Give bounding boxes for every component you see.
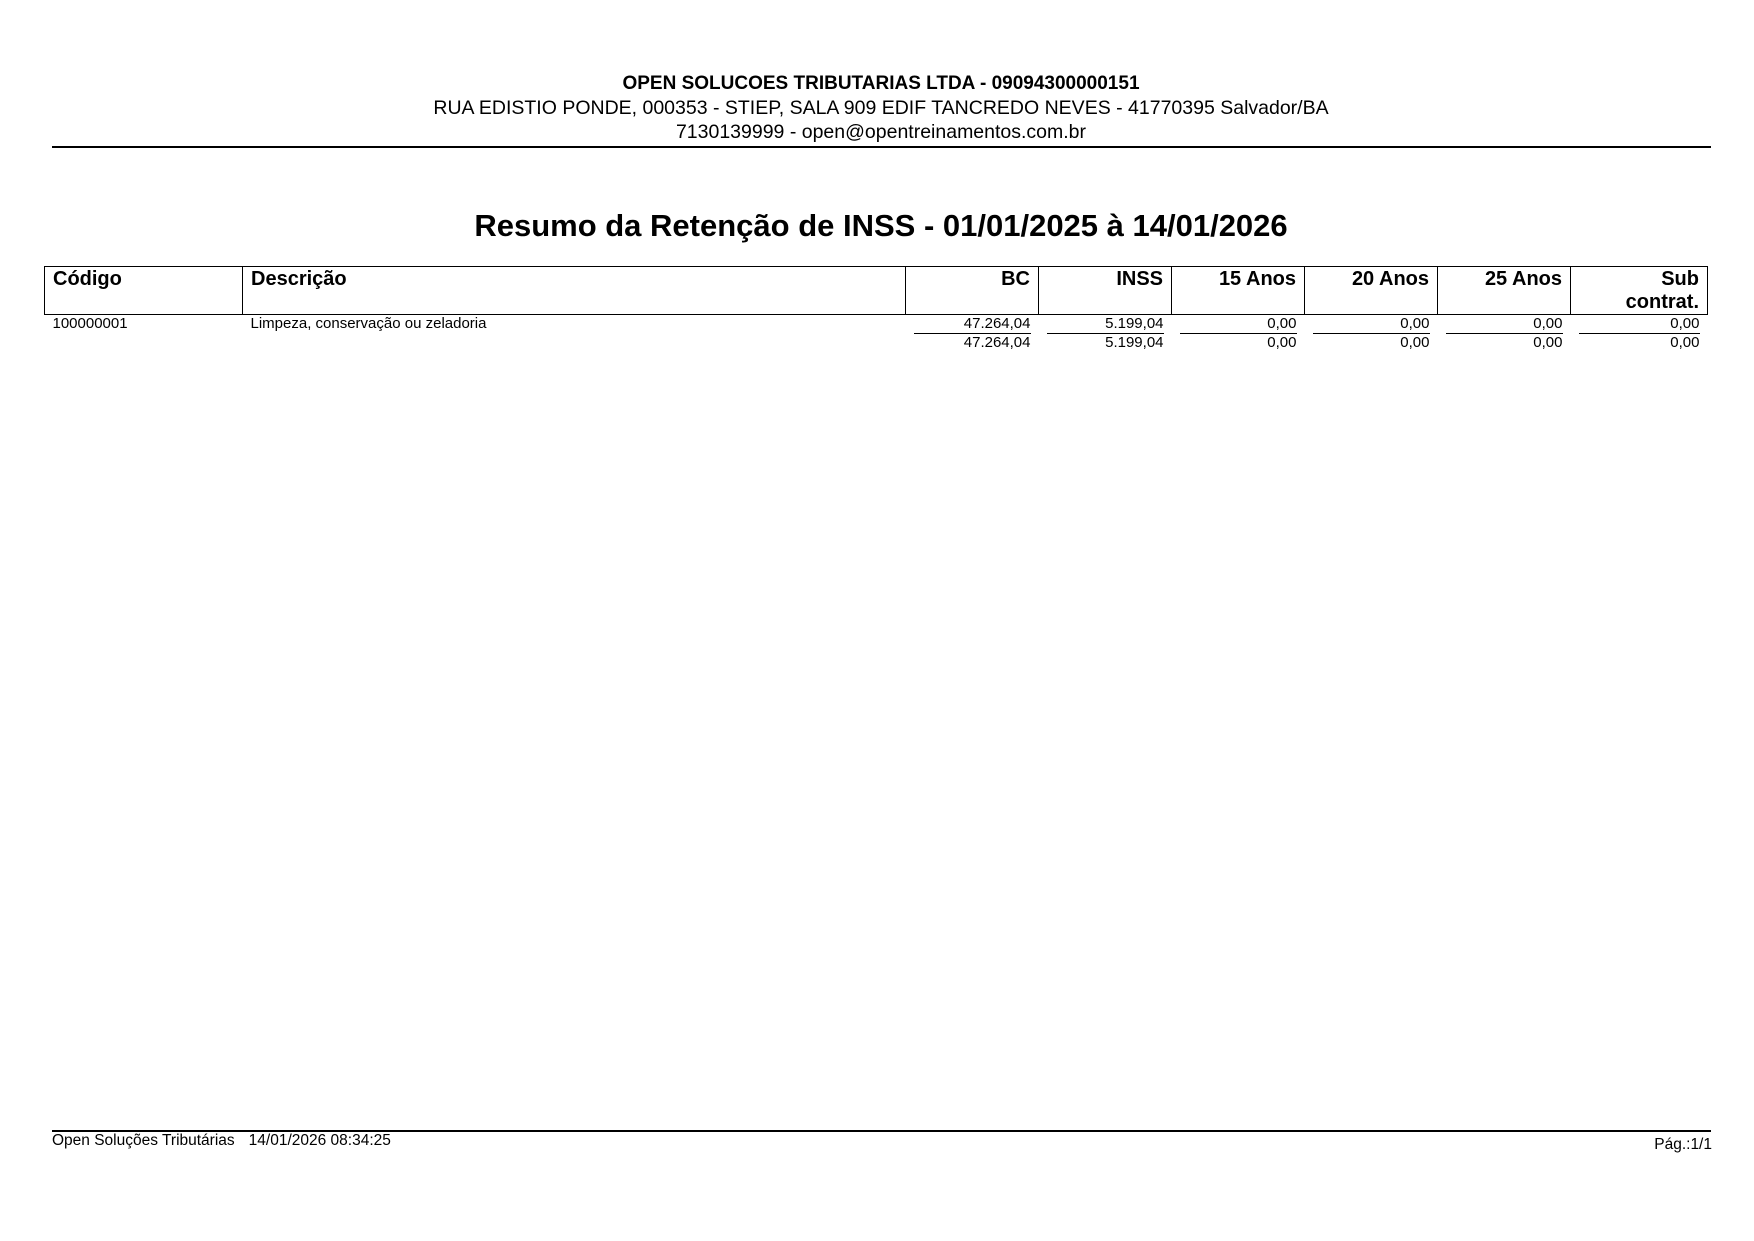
company-name: OPEN SOLUCOES TRIBUTARIAS LTDA - 09094300000151 — [622, 73, 1140, 94]
column-header-sub-line2: contrat. — [1625, 291, 1699, 313]
column-header-descricao: Descrição — [243, 267, 906, 315]
row-bc: 47.264,04 — [914, 315, 1031, 334]
total-20-anos-cell — [1305, 334, 1438, 353]
row-15-anos-cell — [1172, 315, 1305, 335]
company-address: RUA EDISTIO PONDE, 000353 - STIEP, SALA 909 EDIF TANCREDO NEVES - 41770395 Salvador/BA — [433, 97, 1329, 119]
total-bc-cell — [906, 334, 1039, 353]
row-inss: 5.199,04 — [1047, 315, 1164, 334]
column-header-codigo: Código — [45, 267, 243, 315]
total-sub-contrat: 0,00 — [1670, 334, 1700, 351]
report-title: Resumo da Retenção de INSS - 01/01/2025 à 14/01/2026 — [474, 208, 1288, 243]
table-header-row — [45, 267, 1708, 315]
total-25-anos: 0,00 — [1533, 334, 1563, 351]
totals-empty-descricao — [243, 334, 906, 353]
row-sub-contrat: 0,00 — [1579, 315, 1700, 334]
inss-summary-table — [44, 266, 1708, 353]
company-contact: 7130139999 - open@opentreinamentos.com.br — [675, 121, 1087, 143]
total-25-anos-cell — [1438, 334, 1571, 353]
total-inss: 5.199,04 — [1105, 334, 1164, 351]
column-header-bc: BC — [906, 267, 1039, 315]
row-25-anos-cell — [1438, 315, 1571, 335]
row-bc-cell — [906, 315, 1039, 335]
total-15-anos: 0,00 — [1267, 334, 1297, 351]
footer-system-name: Open Soluções Tributárias — [52, 1132, 235, 1149]
column-header-sub-contrat — [1571, 267, 1708, 315]
header-divider — [52, 146, 1711, 148]
total-sub-contrat-cell — [1571, 334, 1708, 353]
column-header-inss: INSS — [1039, 267, 1172, 315]
row-inss-cell — [1039, 315, 1172, 335]
row-15-anos: 0,00 — [1180, 315, 1297, 334]
total-15-anos-cell — [1172, 334, 1305, 353]
row-25-anos: 0,00 — [1446, 315, 1563, 334]
row-20-anos: 0,00 — [1313, 315, 1430, 334]
row-20-anos-cell — [1305, 315, 1438, 335]
column-header-sub-line1: Sub — [1661, 268, 1699, 290]
total-bc: 47.264,04 — [963, 334, 1031, 351]
column-header-15-anos: 15 Anos — [1172, 267, 1305, 315]
total-20-anos: 0,00 — [1400, 334, 1430, 351]
row-sub-contrat-cell — [1571, 315, 1708, 335]
row-codigo: 100000001 — [52, 315, 128, 332]
report-header — [52, 72, 1710, 144]
totals-empty-codigo — [45, 334, 243, 353]
table-row — [45, 315, 1708, 335]
total-inss-cell — [1039, 334, 1172, 353]
column-header-20-anos: 20 Anos — [1305, 267, 1438, 315]
footer-timestamp: 14/01/2026 08:34:25 — [248, 1132, 391, 1149]
footer-info — [52, 1132, 391, 1150]
row-descricao: Limpeza, conservação ou zeladoria — [250, 315, 487, 332]
column-header-25-anos: 25 Anos — [1438, 267, 1571, 315]
totals-row — [45, 334, 1708, 353]
footer-page-number: Pág.:1/1 — [1654, 1136, 1712, 1153]
